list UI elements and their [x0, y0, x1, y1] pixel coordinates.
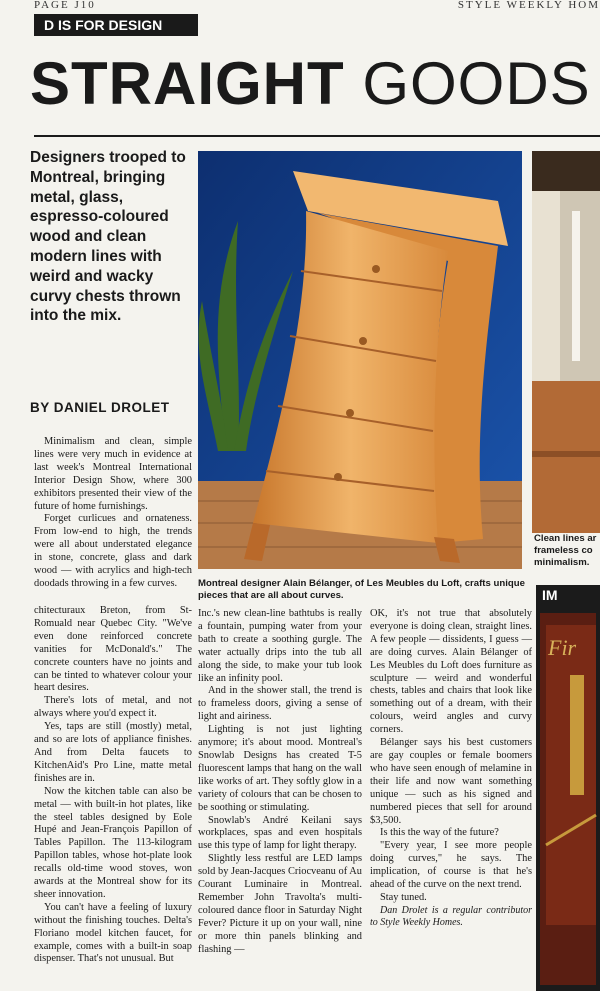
paragraph: And in the shower stall, the trend is to frameless doors, giving a sense of light and airiness. — [198, 685, 362, 723]
folio — [0, 0, 600, 14]
side-caption-line: Clean lines ar — [534, 533, 597, 544]
deck: Designers trooped to Montreal, bringing metal, glass, espresso-coloured wood and clean modern lines with weird and wacky curvy chests thrown into the mix. — [30, 149, 186, 325]
headline-word-2: GOODS — [362, 50, 591, 117]
article-column-1 — [34, 605, 192, 966]
page-number: PAGE J10 — [34, 0, 96, 11]
side-photo-caption — [534, 533, 600, 570]
paragraph: "Every year, I see more people doing curves," he says. The implication, of course is that he's ahead of the curve on the next trend. — [370, 840, 532, 891]
headline-word-1: STRAIGHT — [30, 50, 345, 117]
paragraph: Bélanger says his best customers are gay couples or female boomers who have seen enough of melamine in their life and now want something unique — such as his signed and numbered pieces that sell for around $3,500. — [370, 737, 532, 826]
side-caption-line: frameless co — [534, 545, 593, 557]
section-label: D IS FOR DESIGN — [34, 14, 198, 36]
bathroom-photo-illustration — [532, 151, 600, 533]
paragraph: Inc.'s new clean-line bathtubs is really a fountain, pumping water from your bath to create a soothing gurgle. The water actually drips into the tub all along the side, to make your tub look like an infinity pool. — [198, 608, 362, 684]
byline: BY DANIEL DROLET — [30, 400, 170, 415]
paragraph: You can't have a feeling of luxury without the finishing touches. Delta's Floriano model kitchen faucet, for example, comes with a built-in soap dispenser. That's not unusual. But — [34, 901, 192, 965]
side-caption-line: minimalism. — [534, 557, 590, 569]
paragraph: Lighting is not just lighting anymore; it's about mood. Montreal's Snowlab Designs has created T-5 fluorescent lamps that hang on the wall like works of art. They softly glow in a variety of colours that can be chosen to be soothing or stimulating. — [198, 724, 362, 813]
sidebar-label: IM — [542, 587, 558, 603]
article-column-2 — [198, 608, 362, 956]
paragraph: Forget curlicues and ornateness. From low-end to high, the trends were all about understated elegance in stone, concrete, glass and dark wood — with acrylics and high-tech doodads throwing in a few curves. — [34, 513, 192, 589]
paragraph: Minimalism and clean, simple lines were very much in evidence at last week's Montreal International Interior Design Show, where 300 exhibitors presented their view of the future of home furnishings. — [34, 436, 192, 512]
paragraph: chitecturaux Breton, from St-Romuald near Quebec City. "We've even done reinforced concrete vanities for McDonald's." The concrete counters have no joints and can be tinted to whatever colour your heart desires. — [34, 605, 192, 694]
author-signoff: Dan Drolet is a regular contributor to Style Weekly Homes. — [370, 904, 532, 929]
sidebar-image — [536, 585, 600, 991]
svg-text:Fir: Fir — [548, 635, 577, 660]
main-photo — [198, 151, 522, 569]
headline-rule — [34, 135, 600, 137]
paragraph: Now the kitchen table can also be metal — with built-in hot plates, like the steel tables designed by Eole Hupé and Jean-François Papillon of Tables Papillon. The 113-kilogram Papillon tables, whose hot-plate look recalls old-time wood stoves, won awards at the Montreal show for its sheer innovation. — [34, 785, 192, 900]
paragraph: Is this the way of the future? — [380, 827, 499, 839]
side-photo — [532, 151, 600, 533]
paragraph: There's lots of metal, and not always where you'd expect it. — [34, 695, 192, 720]
paragraph: Stay tuned. — [380, 891, 427, 903]
paragraph: Slightly less restful are LED lamps sold by Jean-Jacques Criocveanu of Au Courant Luminaire in Montreal. Remember John Travolta's multi-coloured dance floor in Saturday Night Fever? Picture it up on your wall, nine or more thin panels blinking and flashing — — [198, 853, 362, 955]
photo-caption: Montreal designer Alain Bélanger, of Les Meubles du Loft, crafts unique pieces that are all about curves. — [198, 578, 525, 602]
article-column-3 — [370, 608, 532, 930]
paragraph: Yes, taps are still (mostly) metal, and so are lots of appliance finishes. And from Delta faucets to KitchenAid's Pro Line, matte metal finishes are in. — [34, 721, 192, 784]
paragraph: OK, it's not true that absolutely everyone is doing clean, straight lines. A few people — dissidents, I guess — are doing curves. Alain Bélanger of Les Meubles du Loft does furniture as sculpture — weird and wonderful chests, tables and chairs that look like something out of a dream, with their colours, weird angles and curvy corners. — [370, 608, 532, 736]
paragraph: Snowlab's André Keilani says workplaces, spas and even hospitals use this type of lamp for light therapy. — [198, 814, 362, 852]
publication-name: STYLE WEEKLY HOM — [457, 0, 600, 11]
curvy-chest-illustration — [198, 151, 522, 569]
headline — [30, 48, 591, 120]
sidebar-box — [536, 585, 600, 991]
article-column-1-top — [34, 436, 192, 591]
